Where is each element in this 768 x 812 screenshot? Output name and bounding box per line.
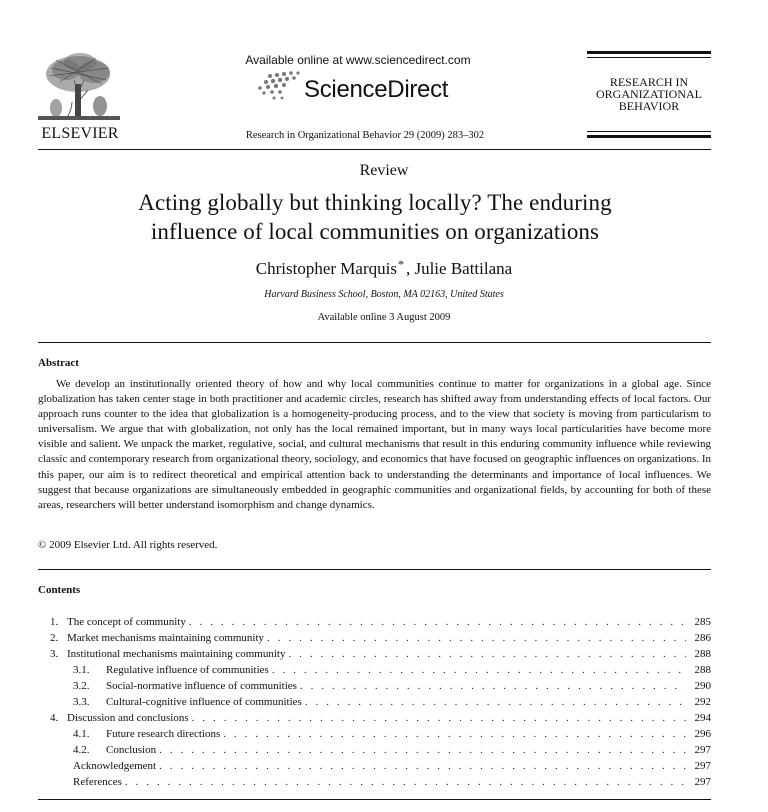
toc-leader-dots <box>159 742 686 758</box>
toc-subentry[interactable] <box>38 694 711 710</box>
abstract-rule-bottom <box>38 569 711 570</box>
toc-number: 3.1. <box>73 664 90 676</box>
toc-number: 3. <box>50 648 59 660</box>
toc-page-number: 297 <box>694 760 711 772</box>
toc-page-number: 288 <box>694 648 711 660</box>
journal-title-box <box>584 76 714 112</box>
abstract-body: We develop an institutionally oriented theory of how and why local communities continue to matter for organizations in a global age. Since globalization has taken center stage in both practitioner and academic circles, research has shifted away from understanding effects of local factors. Our approach runs counter to the idea that globalization is a homogeneity-producing process, and to the view that society is moving from particularism to universalism. We argue that with globalization, not only has the local remained important, but in many ways local particularities have become more visible and salient. We unpack the market, regulative, social, and cultural mechanisms that result in this enduring community influence while reviewing classic and contemporary research from organizational theory, sociology, and economics that have focused on geographic influences on organizations. In this paper, our aim is to redirect theoretical and empirical attention back to understanding the determinants and importance of local influences. We suggest that because organizations are simultaneously embedded in geographic communities and organizational fields, by accounting for both of these areas, researchers will better understand isomorphism and change dynamics. <box>38 378 711 511</box>
available-online-date: Available online 3 August 2009 <box>317 312 451 323</box>
toc-title: Institutional mechanisms maintaining community <box>67 648 286 660</box>
journal-box-rule-top-thin <box>587 57 711 58</box>
author-list <box>0 257 768 279</box>
article-type: Review <box>359 162 409 179</box>
journal-citation: Research in Organizational Behavior 29 (2009) 283–302 <box>245 130 485 141</box>
journal-title-line: BEHAVIOR <box>618 99 680 113</box>
author-name[interactable]: , Julie Battilana <box>405 259 513 278</box>
toc-number: 3.3. <box>73 696 90 708</box>
journal-box-rule-bottom-thin <box>587 131 711 132</box>
toc-title: The concept of community <box>67 616 186 628</box>
journal-title-line: ORGANIZATIONAL <box>596 87 702 101</box>
toc-leader-dots <box>300 678 686 694</box>
toc-page-number: 294 <box>694 712 711 724</box>
toc-entry[interactable] <box>38 646 711 662</box>
toc-subentry[interactable] <box>38 742 711 758</box>
toc-entry-unnumbered[interactable] <box>38 758 711 774</box>
toc-number: 4. <box>50 712 59 724</box>
sciencedirect-logo-text: ScienceDirect <box>304 76 449 103</box>
toc-page-number: 286 <box>694 632 711 644</box>
header-divider <box>38 149 711 150</box>
toc-title: References <box>73 776 122 788</box>
publisher-logo-text: ELSEVIER <box>41 125 119 142</box>
corresponding-author-mark[interactable]: * <box>397 257 404 271</box>
toc-leader-dots <box>305 694 686 710</box>
journal-box-rule-top <box>587 51 711 54</box>
abstract-rule-top <box>38 342 711 343</box>
toc-subentry[interactable] <box>38 726 711 742</box>
sciencedirect-dots-icon <box>250 70 308 102</box>
available-online-link[interactable]: Available online at www.sciencedirect.com <box>245 53 471 67</box>
toc-number: 4.1. <box>73 728 90 740</box>
toc-page-number: 285 <box>694 616 711 628</box>
author-affiliation: Harvard Business School, Boston, MA 02163, United States <box>264 289 504 300</box>
toc-title: Regulative influence of communities <box>106 664 269 676</box>
toc-title: Conclusion <box>106 744 157 756</box>
table-of-contents <box>38 614 711 790</box>
toc-title: Acknowledgement <box>73 760 157 772</box>
toc-leader-dots <box>272 662 686 678</box>
toc-entry[interactable] <box>38 614 711 630</box>
toc-page-number: 292 <box>694 696 711 708</box>
toc-number: 3.2. <box>73 680 90 692</box>
toc-title: Future research directions <box>106 728 221 740</box>
contents-heading: Contents <box>38 584 81 596</box>
article-title-line: influence of local communities on organizations <box>150 219 600 244</box>
toc-entry-unnumbered[interactable] <box>38 774 711 790</box>
toc-leader-dots <box>159 758 686 774</box>
toc-title: Market mechanisms maintaining community <box>67 632 265 644</box>
toc-leader-dots <box>223 726 686 742</box>
toc-title: Cultural-cognitive influence of communities <box>106 696 302 708</box>
toc-leader-dots <box>267 630 686 646</box>
copyright-notice: © 2009 Elsevier Ltd. All rights reserved. <box>38 539 218 551</box>
elsevier-tree-logo <box>36 50 122 122</box>
article-title <box>80 188 670 246</box>
toc-page-number: 290 <box>694 680 711 692</box>
toc-leader-dots <box>192 710 686 726</box>
article-title-line: Acting globally but thinking locally? The enduring <box>138 190 612 215</box>
toc-page-number: 297 <box>694 776 711 788</box>
toc-leader-dots <box>125 774 686 790</box>
author-name[interactable]: Christopher Marquis <box>255 259 397 278</box>
toc-subentry[interactable] <box>38 678 711 694</box>
contents-rule-bottom <box>38 799 711 800</box>
toc-title: Discussion and conclusions <box>67 712 189 724</box>
toc-page-number: 297 <box>694 744 711 756</box>
toc-entry[interactable] <box>38 710 711 726</box>
toc-leader-dots <box>189 614 686 630</box>
toc-page-number: 288 <box>694 664 711 676</box>
toc-number: 4.2. <box>73 744 90 756</box>
journal-box-rule-bottom <box>587 135 711 138</box>
journal-title-line: RESEARCH IN <box>609 75 689 89</box>
toc-subentry[interactable] <box>38 662 711 678</box>
toc-entry[interactable] <box>38 630 711 646</box>
toc-title: Social-normative influence of communities <box>106 680 297 692</box>
abstract-heading: Abstract <box>38 357 79 369</box>
toc-number: 2. <box>50 632 59 644</box>
toc-number: 1. <box>50 616 59 628</box>
toc-leader-dots <box>288 646 686 662</box>
toc-page-number: 296 <box>694 728 711 740</box>
